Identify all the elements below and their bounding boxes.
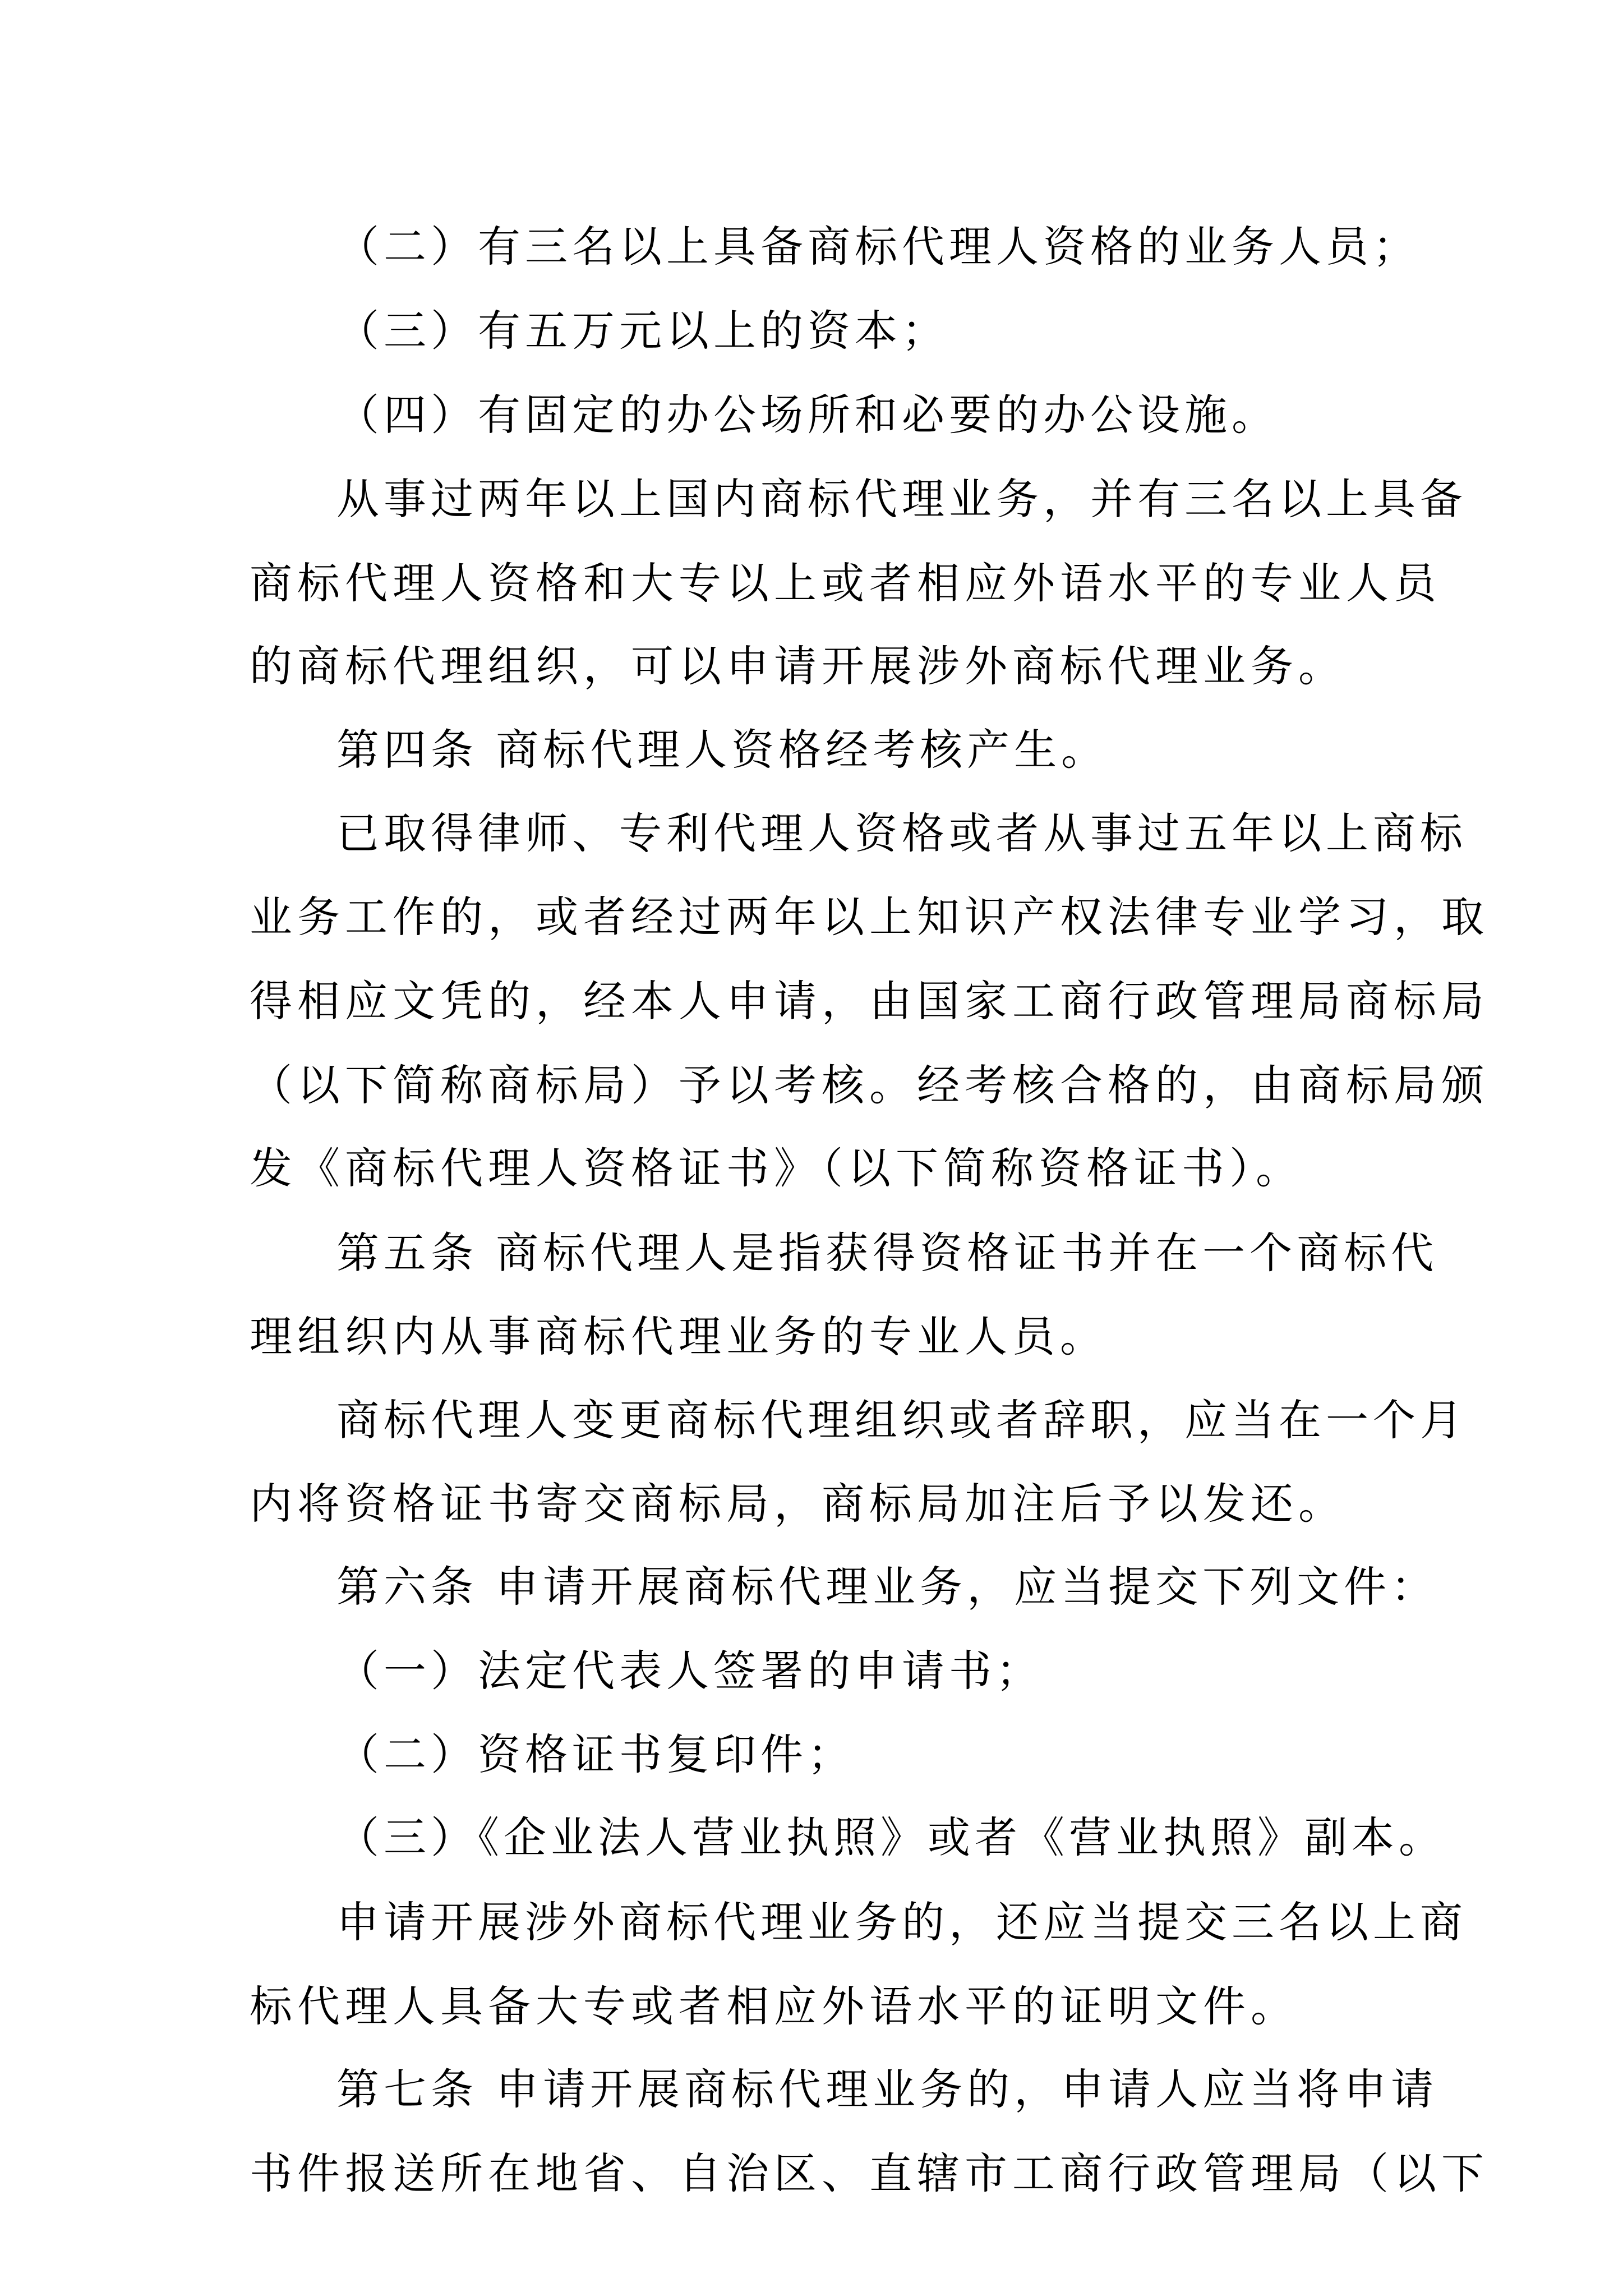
text-line-9: 业务工作的，或者经过两年以上知识产权法律专业学习，取 xyxy=(250,892,1489,942)
text-line-15: 商标代理人变更商标代理组织或者辞职，应当在一个月 xyxy=(336,1395,1467,1445)
text-line-11: （以下简称商标局）予以考核。经考核合格的，由商标局颁 xyxy=(250,1060,1489,1110)
text-line-3: （四）有固定的办公场所和必要的办公设施。 xyxy=(336,390,1279,440)
text-line-8: 已取得律师、专利代理人资格或者从事过五年以上商标 xyxy=(336,808,1467,858)
text-line-6: 的商标代理组织，可以申请开展涉外商标代理业务。 xyxy=(250,641,1346,691)
text-line-7: 第四条 商标代理人资格经考核产生。 xyxy=(336,725,1109,775)
text-line-20: （三）《企业法人营业执照》或者《营业执照》副本。 xyxy=(336,1812,1446,1862)
text-line-17: 第六条 申请开展商标代理业务，应当提交下列文件： xyxy=(336,1562,1438,1612)
text-line-5: 商标代理人资格和大专以上或者相应外语水平的专业人员 xyxy=(250,558,1441,608)
text-line-18: （一）法定代表人签署的申请书； xyxy=(336,1646,1043,1696)
text-line-22: 标代理人具备大专或者相应外语水平的证明文件。 xyxy=(250,1981,1298,2031)
text-line-4: 从事过两年以上国内商标代理业务，并有三名以上具备 xyxy=(336,474,1467,524)
text-line-16: 内将资格证书寄交商标局，商标局加注后予以发还。 xyxy=(250,1479,1346,1529)
text-line-10: 得相应文凭的，经本人申请，由国家工商行政管理局商标局 xyxy=(250,976,1489,1026)
text-line-21: 申请开展涉外商标代理业务的，还应当提交三名以上商 xyxy=(336,1897,1467,1947)
text-line-24: 书件报送所在地省、自治区、直辖市工商行政管理局（以下 xyxy=(250,2148,1489,2198)
text-line-2: （三）有五万元以上的资本； xyxy=(336,306,949,356)
text-line-12: 发《商标代理人资格证书》（以下简称资格证书）。 xyxy=(250,1143,1303,1193)
text-line-13: 第五条 商标代理人是指获得资格证书并在一个商标代 xyxy=(336,1228,1438,1278)
text-line-19: （二）资格证书复印件； xyxy=(336,1729,855,1779)
text-line-14: 理组织内从事商标代理业务的专业人员。 xyxy=(250,1312,1108,1361)
text-line-23: 第七条 申请开展商标代理业务的，申请人应当将申请 xyxy=(336,2064,1438,2114)
text-line-1: （二）有三名以上具备商标代理人资格的业务人员； xyxy=(336,222,1420,272)
